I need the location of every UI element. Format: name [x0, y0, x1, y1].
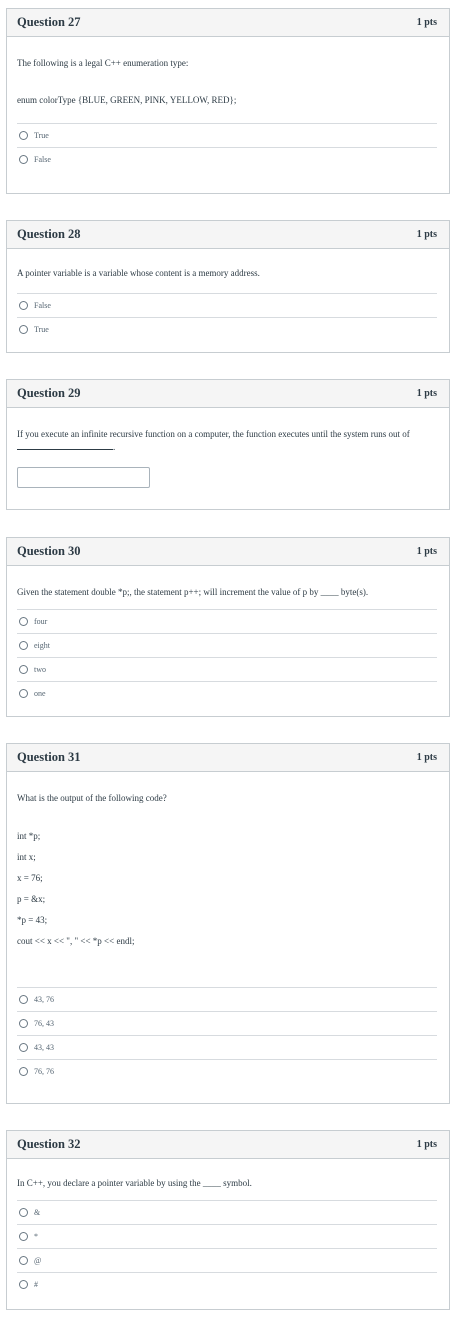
radio-button[interactable]	[19, 1208, 28, 1217]
answer-label: one	[34, 689, 46, 698]
answer-label: False	[34, 155, 51, 164]
answer-option-one[interactable]	[17, 681, 437, 705]
question-points: 1 pts	[416, 752, 437, 763]
question-text-main: If you execute an infinite recursive function on a computer, the function executes until the system runs out of	[17, 429, 410, 439]
answer-label: 76, 43	[34, 1019, 54, 1028]
code-line: x = 76;	[17, 873, 43, 883]
question-text: What is the output of the following code?	[17, 793, 167, 803]
answer-label: four	[34, 617, 48, 626]
question-body	[7, 1159, 449, 1304]
question-title: Question 30	[17, 544, 81, 558]
answer-list	[17, 987, 437, 1083]
answer-label: *	[34, 1232, 38, 1241]
answer-list	[17, 1200, 437, 1296]
radio-button[interactable]	[19, 1019, 28, 1028]
question-points: 1 pts	[416, 546, 437, 557]
radio-button[interactable]	[19, 1043, 28, 1052]
question-points: 1 pts	[416, 388, 437, 399]
fill-in-blank-line	[17, 448, 113, 450]
answer-label: 76, 76	[34, 1067, 54, 1076]
question-title: Question 29	[17, 386, 81, 400]
answer-option-1[interactable]	[17, 987, 437, 1011]
question-header	[7, 380, 449, 408]
question-31	[6, 743, 450, 1104]
answer-list	[17, 293, 437, 341]
radio-button[interactable]	[19, 995, 28, 1004]
code-line: enum colorType {BLUE, GREEN, PINK, YELLOW, RED};	[17, 95, 237, 105]
question-text: The following is a legal C++ enumeration type:	[17, 58, 189, 68]
answer-label: False	[34, 301, 51, 310]
answer-option-two[interactable]	[17, 657, 437, 681]
radio-button[interactable]	[19, 617, 28, 626]
radio-button[interactable]	[19, 131, 28, 140]
question-text: A pointer variable is a variable whose content is a memory address.	[17, 268, 260, 278]
code-line: *p = 43;	[17, 915, 48, 925]
code-line: int *p;	[17, 831, 41, 841]
radio-button[interactable]	[19, 1256, 28, 1265]
answer-text-input[interactable]	[17, 467, 150, 488]
answer-option-2[interactable]	[17, 1011, 437, 1035]
question-29	[6, 379, 450, 510]
answer-label: 43, 43	[34, 1043, 54, 1052]
answer-list	[17, 609, 437, 705]
answer-option-4[interactable]	[17, 1059, 437, 1083]
question-points: 1 pts	[416, 17, 437, 28]
radio-button[interactable]	[19, 1232, 28, 1241]
question-body	[7, 408, 449, 496]
code-line: p = &x;	[17, 894, 46, 904]
answer-option-false[interactable]	[17, 293, 437, 317]
question-points: 1 pts	[416, 1139, 437, 1150]
radio-button[interactable]	[19, 665, 28, 674]
question-30	[6, 537, 450, 717]
question-body	[7, 37, 449, 179]
question-header	[7, 1131, 449, 1159]
radio-button[interactable]	[19, 641, 28, 650]
question-title: Question 32	[17, 1137, 81, 1151]
answer-option-false[interactable]	[17, 147, 437, 171]
radio-button[interactable]	[19, 689, 28, 698]
radio-button[interactable]	[19, 1280, 28, 1289]
answer-label: True	[34, 325, 49, 334]
answer-label: @	[34, 1256, 42, 1265]
answer-option-four[interactable]	[17, 609, 437, 633]
question-text: In C++, you declare a pointer variable by using the ____ symbol.	[17, 1178, 252, 1188]
code-line: int x;	[17, 852, 36, 862]
answer-label: 43, 76	[34, 995, 54, 1004]
radio-button[interactable]	[19, 325, 28, 334]
answer-option-hash[interactable]	[17, 1272, 437, 1296]
question-title: Question 31	[17, 750, 81, 764]
answer-label: #	[34, 1280, 38, 1289]
answer-list	[17, 123, 437, 171]
code-block	[17, 826, 437, 952]
question-text	[17, 428, 437, 454]
question-body	[7, 566, 449, 713]
answer-option-at[interactable]	[17, 1248, 437, 1272]
question-body	[7, 772, 449, 1091]
question-text-end: .	[113, 442, 116, 452]
question-header	[7, 221, 449, 249]
answer-option-true[interactable]	[17, 123, 437, 147]
question-text: Given the statement double *p;, the statement p++; will increment the value of p by ____ byte(s).	[17, 587, 369, 597]
question-header	[7, 744, 449, 772]
question-header	[7, 9, 449, 37]
question-27	[6, 8, 450, 194]
question-32	[6, 1130, 450, 1310]
radio-button[interactable]	[19, 155, 28, 164]
question-body	[7, 249, 449, 349]
code-line: cout << x << ", " << *p << endl;	[17, 936, 135, 946]
answer-option-eight[interactable]	[17, 633, 437, 657]
answer-option-ampersand[interactable]	[17, 1200, 437, 1224]
answer-label: True	[34, 131, 49, 140]
answer-label: two	[34, 665, 46, 674]
answer-option-asterisk[interactable]	[17, 1224, 437, 1248]
question-points: 1 pts	[416, 229, 437, 240]
question-28	[6, 220, 450, 353]
answer-option-3[interactable]	[17, 1035, 437, 1059]
radio-button[interactable]	[19, 1067, 28, 1076]
answer-label: eight	[34, 641, 50, 650]
question-header	[7, 538, 449, 566]
radio-button[interactable]	[19, 301, 28, 310]
answer-label: &	[34, 1208, 41, 1217]
answer-option-true[interactable]	[17, 317, 437, 341]
question-title: Question 28	[17, 227, 81, 241]
question-title: Question 27	[17, 15, 81, 29]
